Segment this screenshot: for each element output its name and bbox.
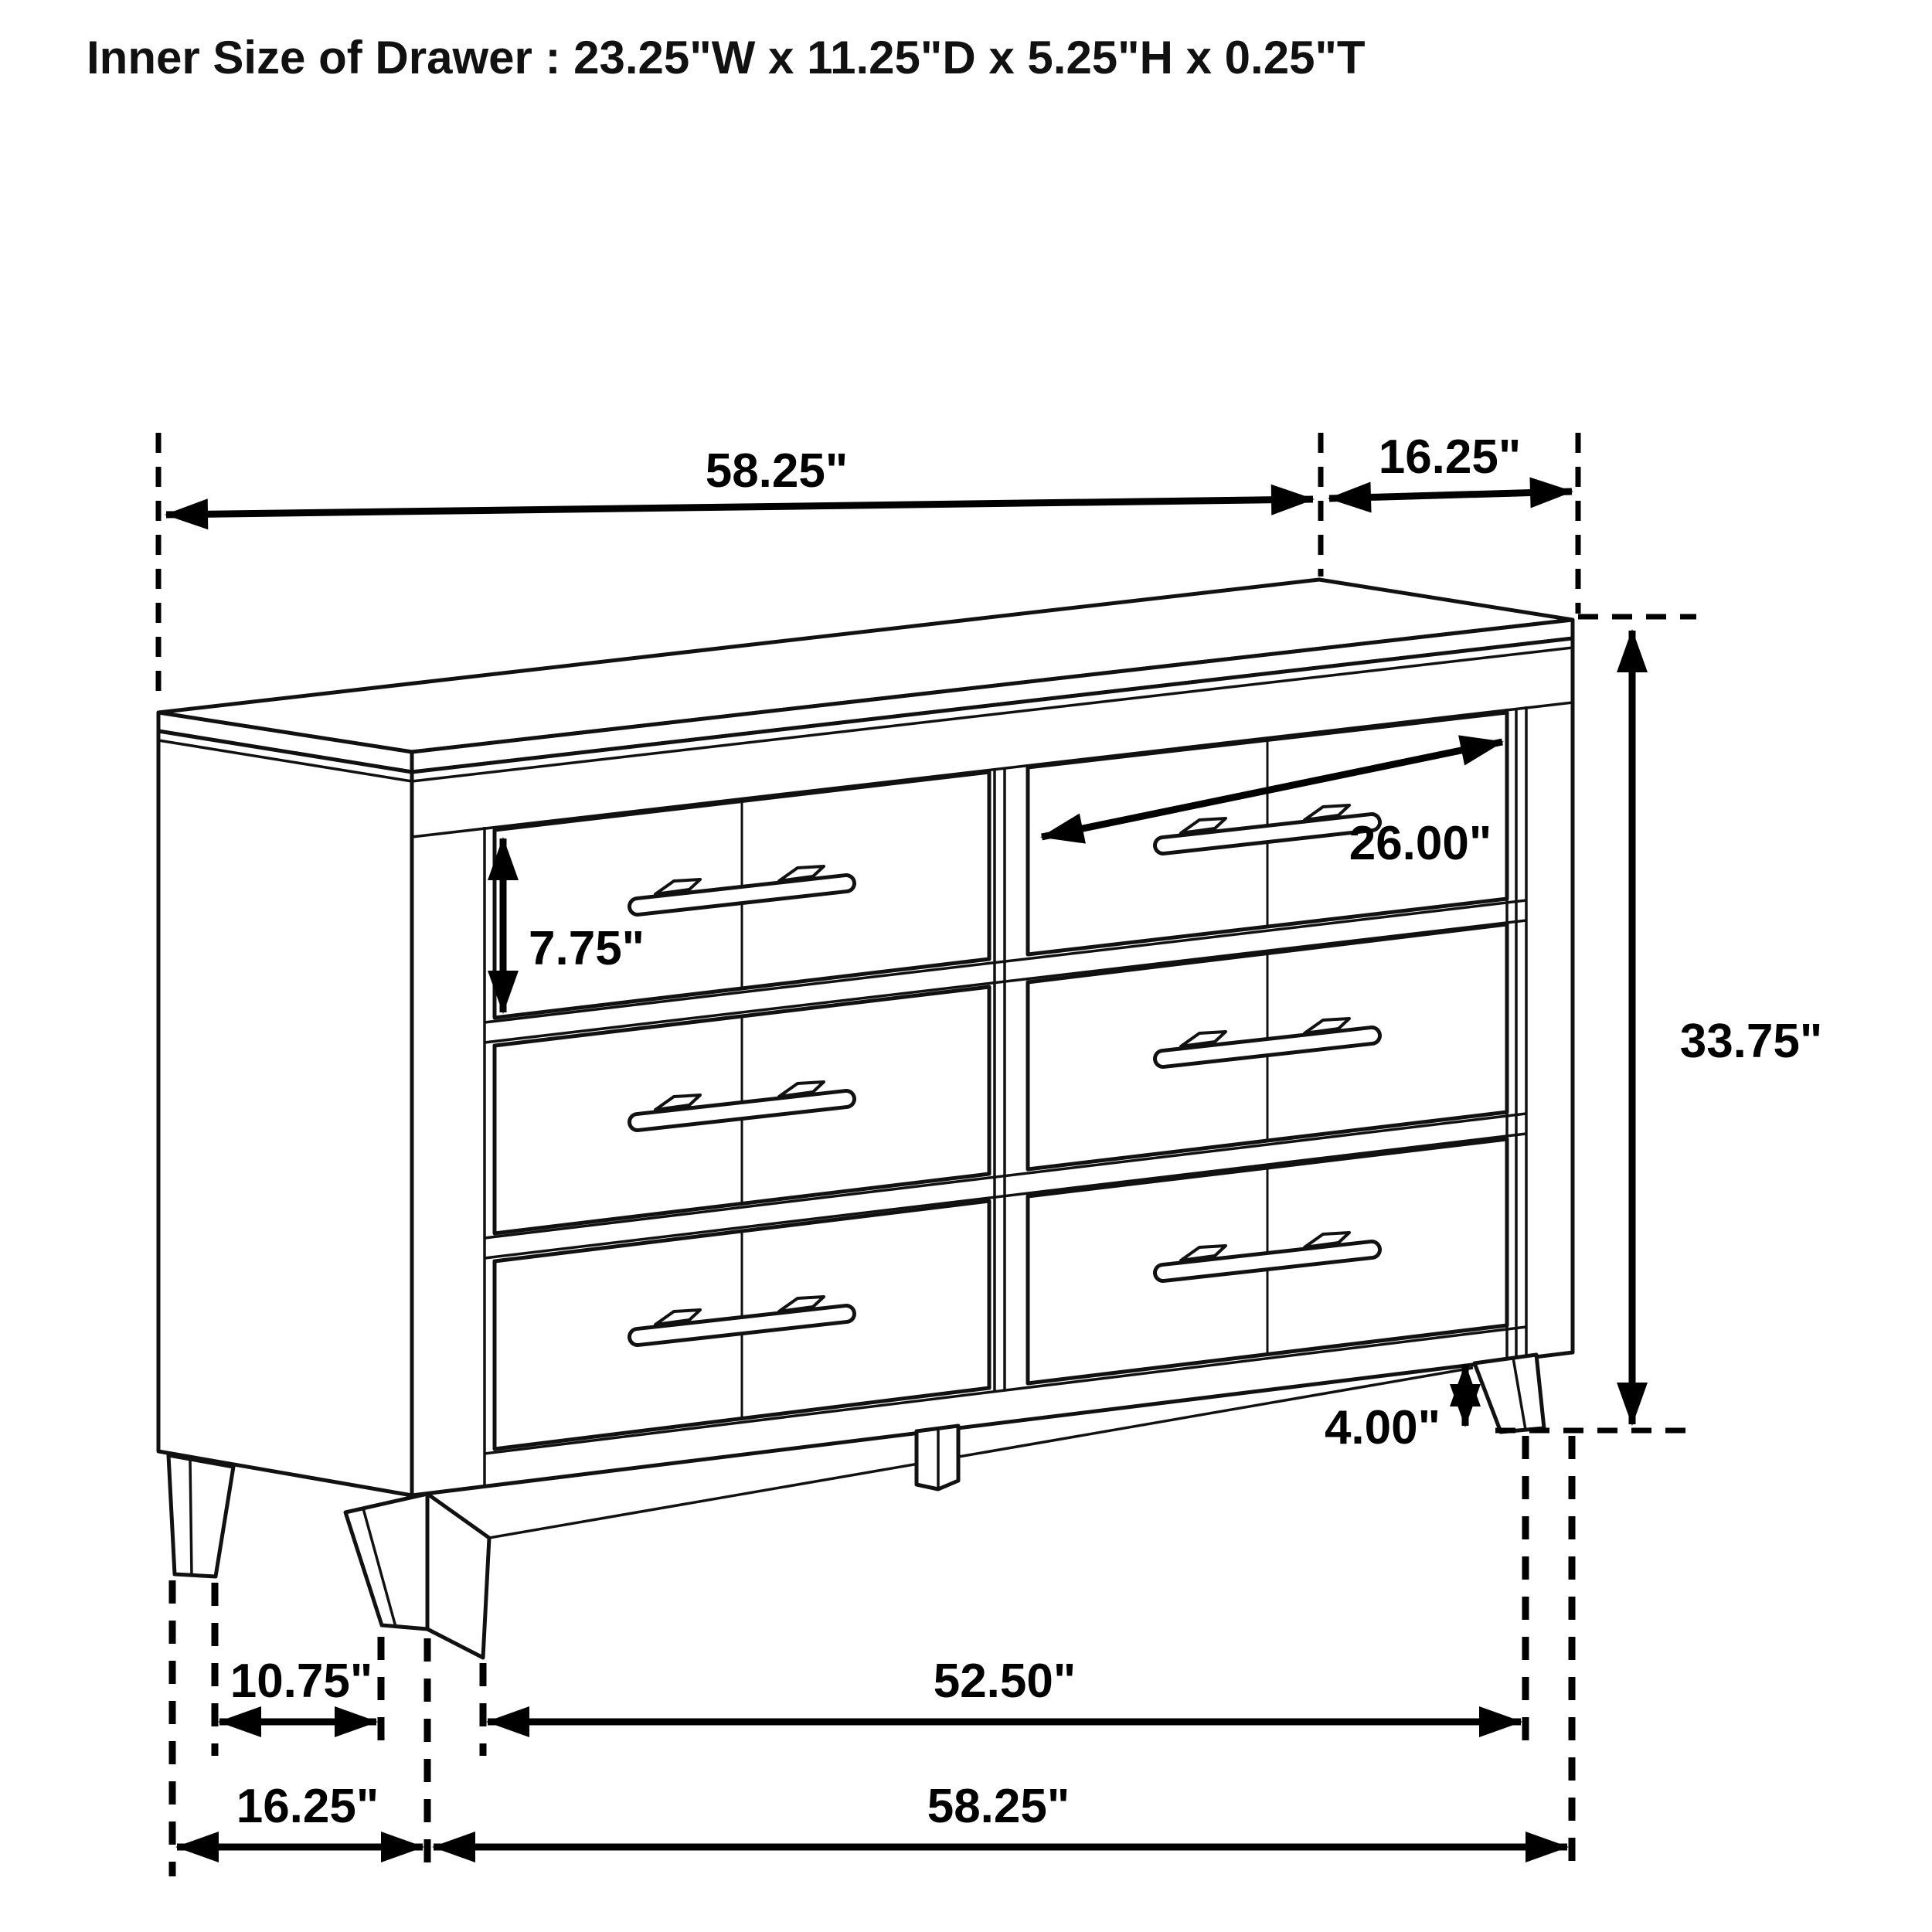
leg-shape: [345, 1494, 427, 1629]
dim-inner-width: [488, 1655, 1521, 1722]
center-support-foot: [917, 1426, 958, 1489]
dresser: [158, 580, 1573, 1658]
leg-shape: [427, 1494, 489, 1658]
dim-drawer-height-label: 7.75": [529, 922, 645, 975]
dim-leg-gap-label: 10.75": [230, 1655, 373, 1708]
dim-bottom-width-label: 58.25": [927, 1780, 1070, 1833]
dim-top-depth: [1329, 430, 1572, 498]
diagram-title: Inner Size of Drawer : 23.25"W x 11.25"D x 5.25"H x 0.25"T: [87, 32, 1366, 83]
dim-bottom-width: [434, 1780, 1567, 1847]
dim-drawer-width-label: 26.00": [1349, 817, 1492, 870]
leg-front-right: [1475, 1355, 1544, 1432]
dim-leg-gap-depth: [219, 1655, 376, 1722]
leg-front-left: [345, 1494, 489, 1658]
dim-arrow: [1329, 492, 1572, 498]
dim-body-height-label: 33.75": [1679, 1015, 1823, 1068]
leg-shape: [168, 1455, 233, 1577]
dim-top-width-label: 58.25": [705, 444, 849, 498]
dim-top-width: [166, 444, 1313, 515]
dim-arrow: [166, 499, 1313, 515]
dim-body-height: [1632, 631, 1822, 1424]
dim-inner-width-label: 52.50": [933, 1655, 1077, 1708]
dim-leg-height-label: 4.00": [1324, 1401, 1441, 1454]
leg-shape: [1475, 1355, 1544, 1432]
leg-back-left: [168, 1455, 233, 1577]
dim-top-depth-label: 16.25": [1378, 430, 1522, 484]
dresser-left-side-panel: [158, 731, 412, 1495]
dim-bottom-depth-label: 16.25": [236, 1780, 379, 1833]
dim-bottom-depth: [177, 1780, 423, 1847]
leg-edge-line: [190, 1460, 192, 1575]
